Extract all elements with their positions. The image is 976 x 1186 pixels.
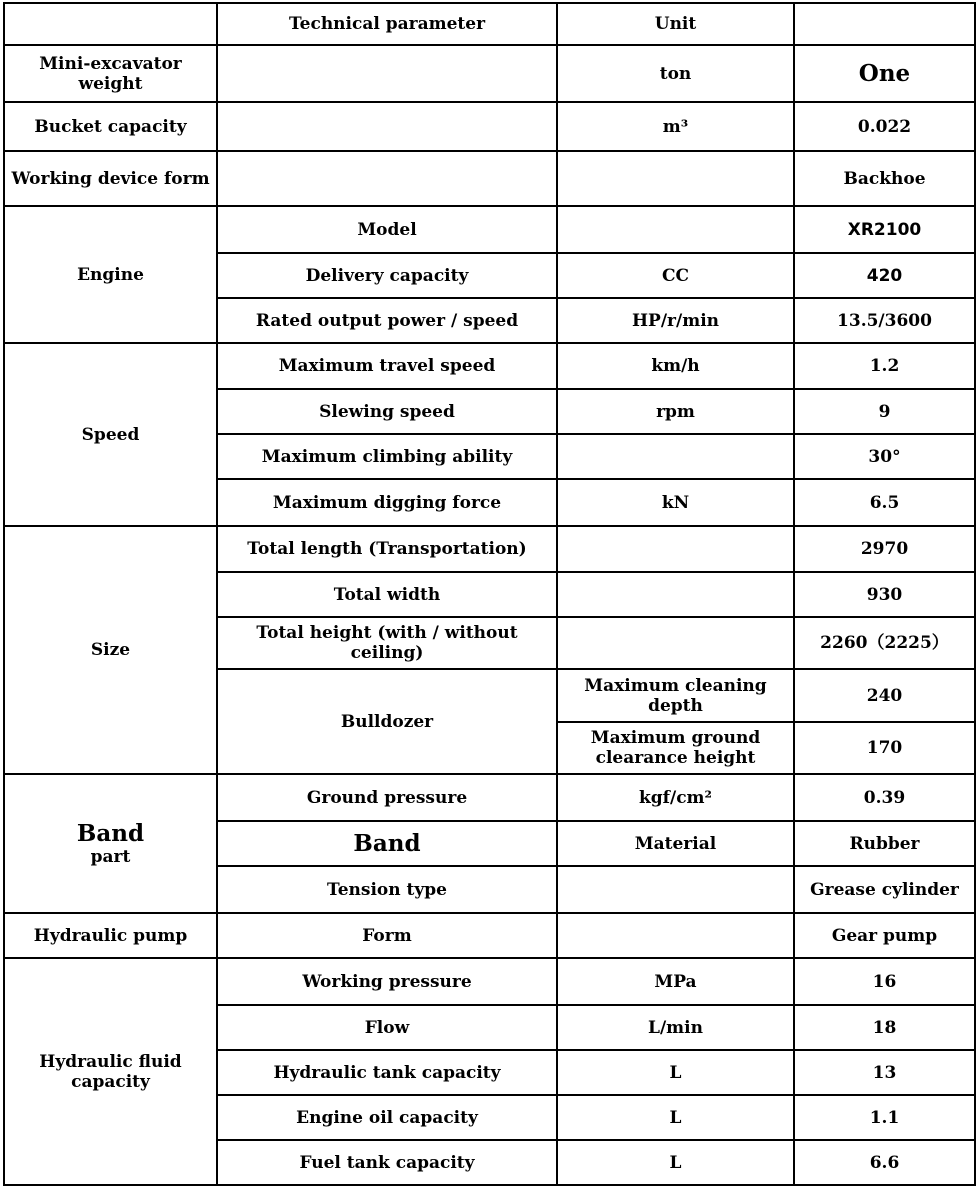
bulldozer-label: Bulldozer <box>217 669 557 774</box>
table-row <box>4 151 975 206</box>
parameter-cell: Total width <box>217 572 557 617</box>
value-cell: 13.5/3600 <box>794 298 975 343</box>
value-cell: 420 <box>794 253 975 298</box>
parameter-cell: Delivery capacity <box>217 253 557 298</box>
spec-table <box>3 2 976 1186</box>
category-pump: Hydraulic pump <box>4 913 217 958</box>
value-cell: Rubber <box>794 821 975 866</box>
parameter-cell <box>217 102 557 151</box>
table-row <box>4 526 975 572</box>
table-row <box>4 913 975 958</box>
parameter-cell: Maximum cleaning depth <box>557 669 794 722</box>
parameter-cell: Hydraulic tank capacity <box>217 1050 557 1095</box>
table-row <box>4 206 975 253</box>
value-cell: Gear pump <box>794 913 975 958</box>
parameter-cell: Maximum climbing ability <box>217 434 557 479</box>
category-band <box>4 774 217 913</box>
unit-cell: Material <box>557 821 794 866</box>
value-cell: 2260（2225） <box>794 617 975 669</box>
category-cell: Working device form <box>4 151 217 206</box>
unit-cell: HP/r/min <box>557 298 794 343</box>
parameter-cell: Maximum ground clearance height <box>557 722 794 774</box>
header-category <box>4 3 217 45</box>
parameter-cell: Rated output power / speed <box>217 298 557 343</box>
value-cell: 0.022 <box>794 102 975 151</box>
value-cell: XR2100 <box>794 206 975 253</box>
value-cell: 170 <box>794 722 975 774</box>
unit-cell: km/h <box>557 343 794 389</box>
band-main-label: Band <box>76 819 145 847</box>
category-engine: Engine <box>4 206 217 343</box>
parameter-cell <box>217 45 557 102</box>
table-row <box>4 343 975 389</box>
unit-cell <box>557 617 794 669</box>
category-cell: Bucket capacity <box>4 102 217 151</box>
unit-cell: m³ <box>557 102 794 151</box>
category-cell: Mini-excavator weight <box>4 45 217 102</box>
table-row <box>4 958 975 1005</box>
unit-cell: rpm <box>557 389 794 434</box>
unit-cell: MPa <box>557 958 794 1005</box>
value-cell: 240 <box>794 669 975 722</box>
table-row <box>4 45 975 102</box>
parameter-cell: Maximum travel speed <box>217 343 557 389</box>
parameter-cell <box>217 151 557 206</box>
unit-cell <box>557 913 794 958</box>
category-speed: Speed <box>4 343 217 526</box>
unit-cell <box>557 206 794 253</box>
parameter-cell: Slewing speed <box>217 389 557 434</box>
parameter-cell: Band <box>217 821 557 866</box>
value-cell: 1.2 <box>794 343 975 389</box>
unit-cell: L <box>557 1140 794 1185</box>
header-parameter: Technical parameter <box>217 3 557 45</box>
unit-cell: kgf/cm² <box>557 774 794 821</box>
parameter-cell: Maximum digging force <box>217 479 557 526</box>
parameter-cell: Flow <box>217 1005 557 1050</box>
header-value <box>794 3 975 45</box>
unit-cell <box>557 526 794 572</box>
table-row <box>4 774 975 821</box>
unit-cell <box>557 866 794 913</box>
parameter-cell: Fuel tank capacity <box>217 1140 557 1185</box>
category-size: Size <box>4 526 217 774</box>
header-row <box>4 3 975 45</box>
unit-cell: L <box>557 1050 794 1095</box>
table-row <box>4 102 975 151</box>
value-cell: 2970 <box>794 526 975 572</box>
value-cell: Grease cylinder <box>794 866 975 913</box>
unit-cell <box>557 434 794 479</box>
parameter-cell: Engine oil capacity <box>217 1095 557 1140</box>
value-cell: 930 <box>794 572 975 617</box>
value-cell: 6.6 <box>794 1140 975 1185</box>
unit-cell: L/min <box>557 1005 794 1050</box>
value-cell: 9 <box>794 389 975 434</box>
header-unit: Unit <box>557 3 794 45</box>
value-cell: One <box>794 45 975 102</box>
parameter-cell: Model <box>217 206 557 253</box>
parameter-cell: Form <box>217 913 557 958</box>
value-cell: 1.1 <box>794 1095 975 1140</box>
value-cell: 18 <box>794 1005 975 1050</box>
unit-cell: kN <box>557 479 794 526</box>
unit-cell: L <box>557 1095 794 1140</box>
value-cell: 0.39 <box>794 774 975 821</box>
parameter-cell: Ground pressure <box>217 774 557 821</box>
unit-cell <box>557 572 794 617</box>
unit-cell: ton <box>557 45 794 102</box>
parameter-cell: Total height (with / without ceiling) <box>217 617 557 669</box>
band-sub-label: part <box>90 846 131 867</box>
unit-cell: CC <box>557 253 794 298</box>
unit-cell <box>557 151 794 206</box>
value-cell: Backhoe <box>794 151 975 206</box>
parameter-cell: Tension type <box>217 866 557 913</box>
value-cell: 6.5 <box>794 479 975 526</box>
category-hydraulic: Hydraulic fluid capacity <box>4 958 217 1185</box>
value-cell: 30° <box>794 434 975 479</box>
parameter-cell: Total length (Transportation) <box>217 526 557 572</box>
value-cell: 13 <box>794 1050 975 1095</box>
value-cell: 16 <box>794 958 975 1005</box>
parameter-cell: Working pressure <box>217 958 557 1005</box>
